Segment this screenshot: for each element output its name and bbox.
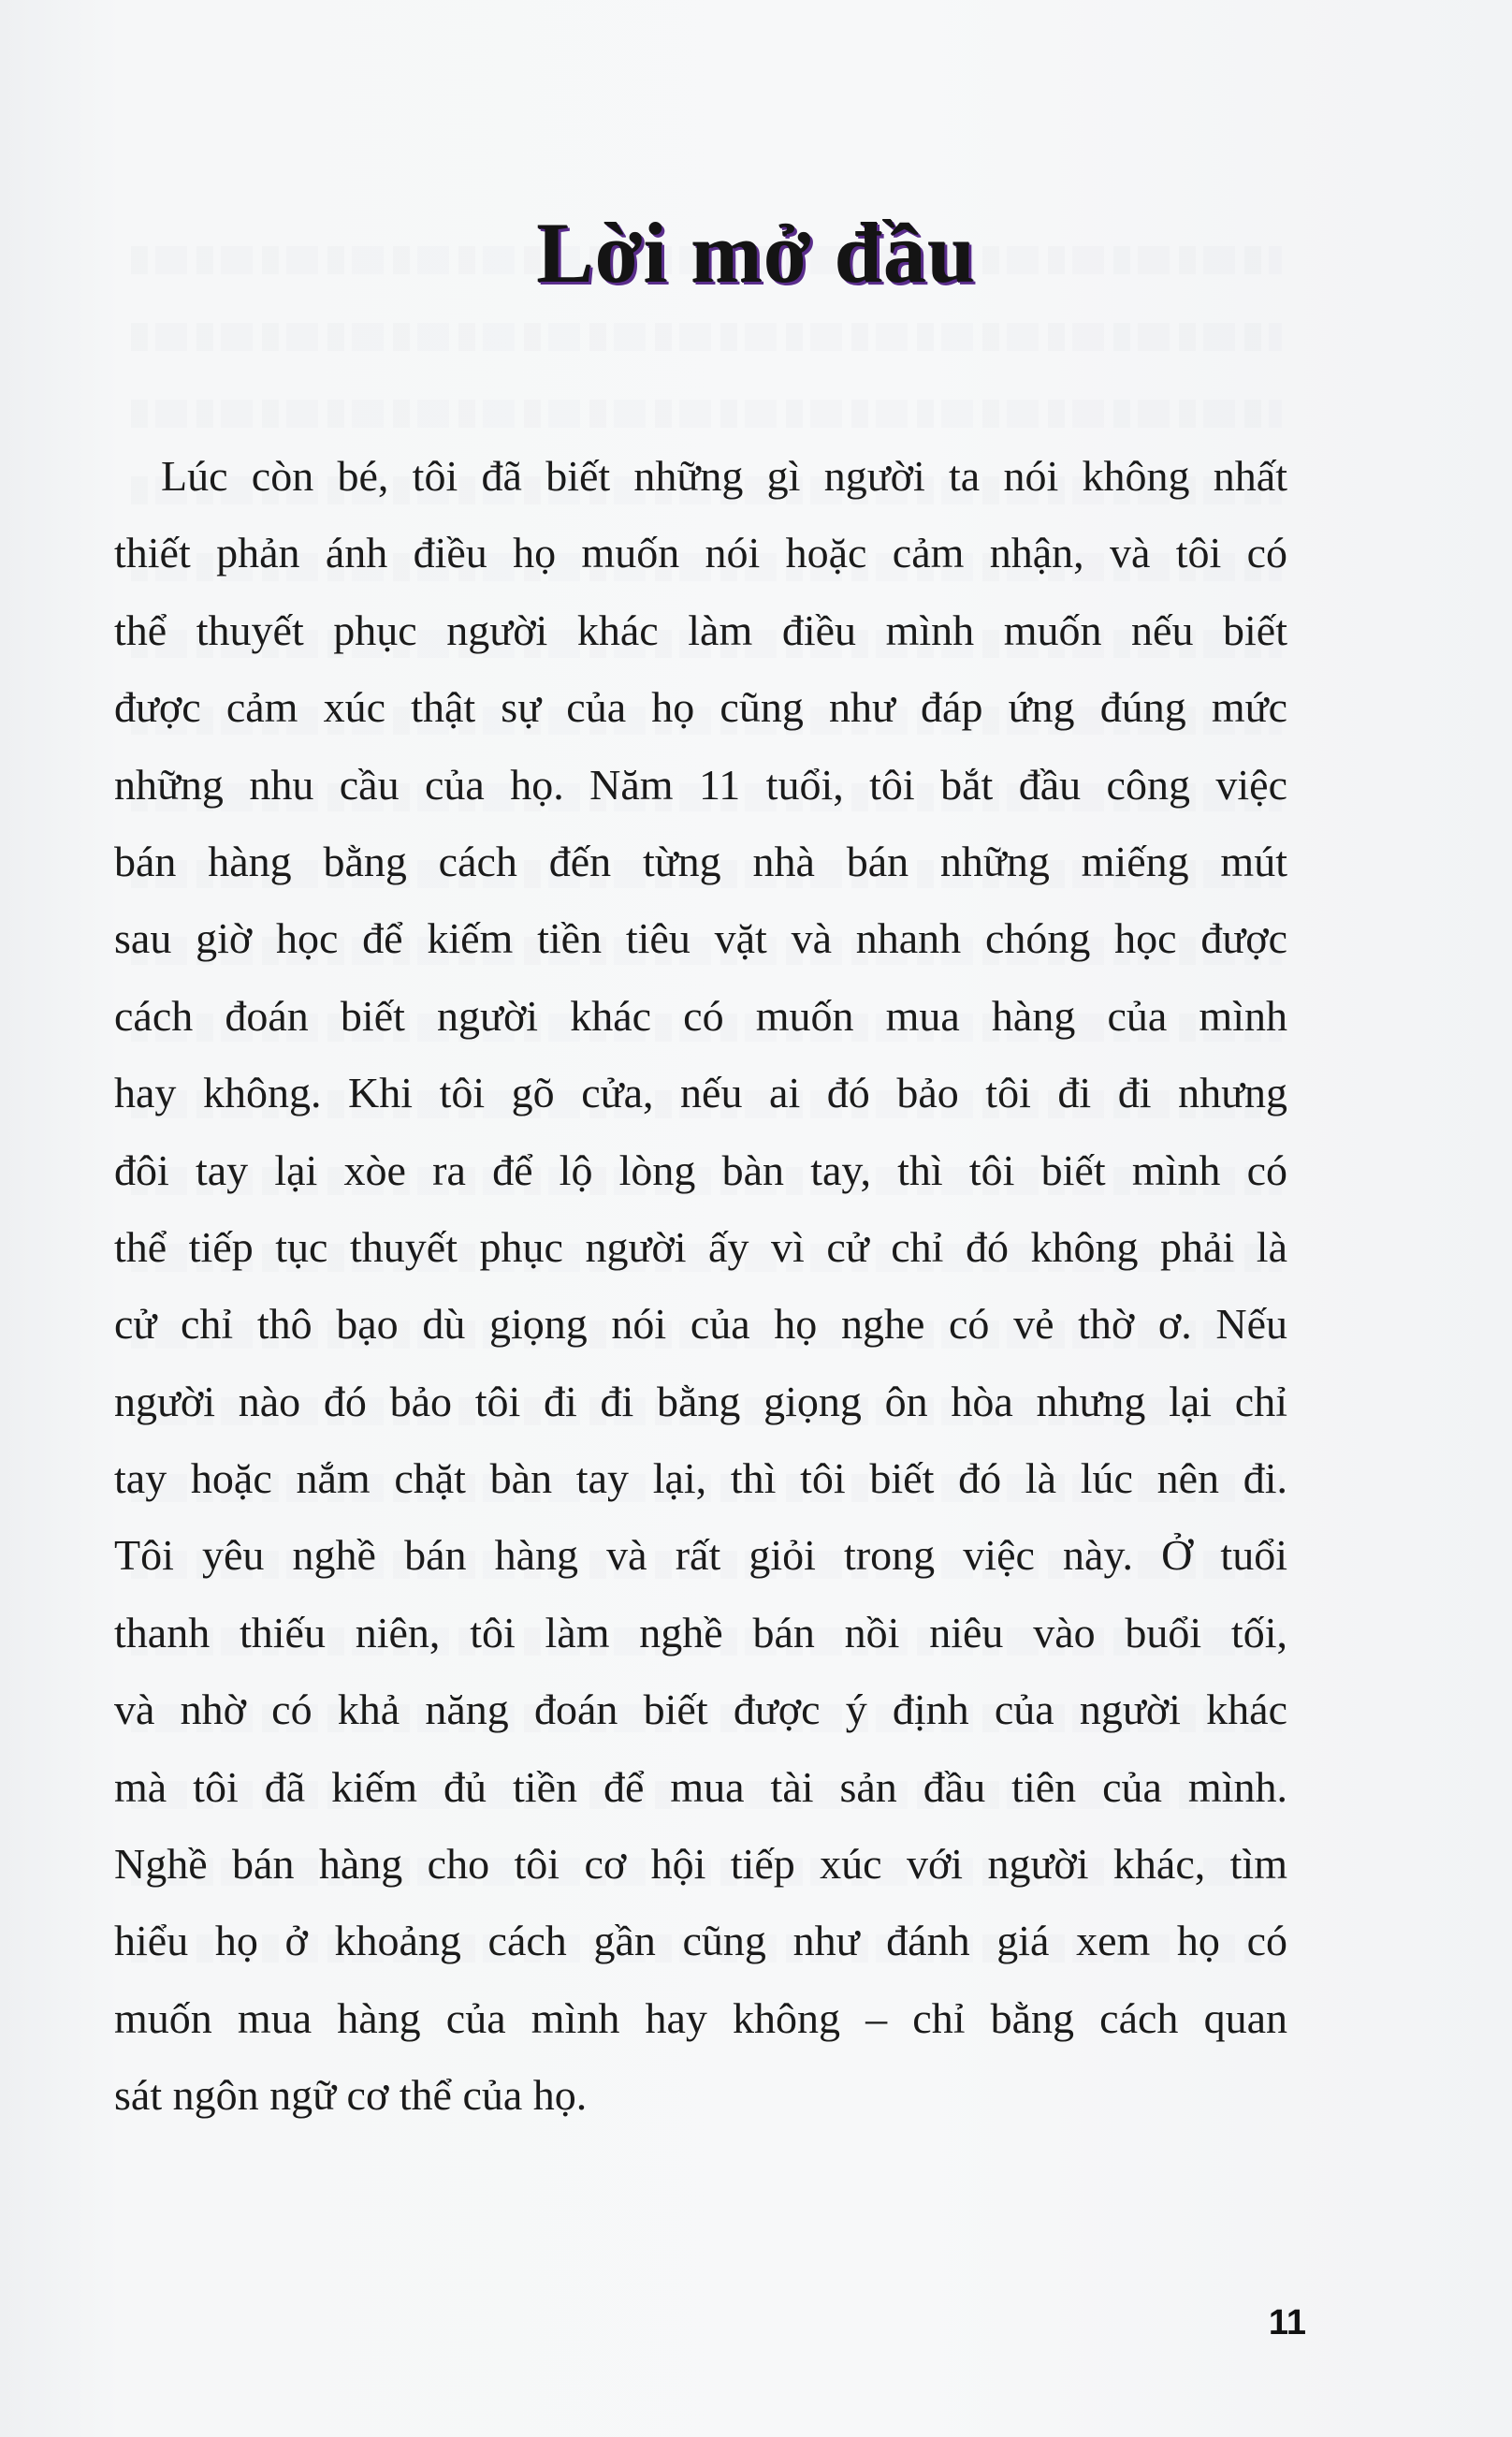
text-line: muốn mua hàng của mình hay không – chỉ bằng cách quan bbox=[114, 1993, 1287, 2042]
text-line: người nào đó bảo tôi đi đi bằng giọng ôn hòa nhưng lại chỉ bbox=[114, 1377, 1287, 1425]
text-line: bán hàng bằng cách đến từng nhà bán những miếng mút bbox=[114, 837, 1287, 885]
text-line: cử chỉ thô bạo dù giọng nói của họ nghe có vẻ thờ ơ. Nếu bbox=[114, 1300, 1287, 1349]
page-number: 11 bbox=[1268, 2303, 1306, 2342]
text-line: sát ngôn ngữ cơ thể của họ. bbox=[114, 2071, 588, 2120]
text-line: sau giờ học để kiếm tiền tiêu vặt và nhanh chóng học được bbox=[114, 914, 1287, 963]
text-line: hay không. Khi tôi gõ cửa, nếu ai đó bảo tôi đi đi nhưng bbox=[114, 1069, 1287, 1117]
text-line: thiết phản ánh điều họ muốn nói hoặc cảm nhận, và tôi có bbox=[114, 529, 1287, 577]
text-line: mà tôi đã kiếm đủ tiền để mua tài sản đầu tiên của mình. bbox=[114, 1762, 1287, 1811]
text-line: Tôi yêu nghề bán hàng và rất giỏi trong việc này. Ở tuổi bbox=[114, 1531, 1287, 1580]
text-line: cách đoán biết người khác có muốn mua hàng của mình bbox=[114, 991, 1287, 1040]
text-line: và nhờ có khả năng đoán biết được ý định của người khác bbox=[114, 1685, 1287, 1734]
text-line: tay hoặc nắm chặt bàn tay lại, thì tôi biết đó là lúc nên đi. bbox=[114, 1454, 1287, 1503]
text-line: những nhu cầu của họ. Năm 11 tuổi, tôi bắt đầu công việc bbox=[114, 760, 1287, 809]
chapter-title: Lời mở đầu bbox=[536, 205, 976, 300]
text-line: thanh thiếu niên, tôi làm nghề bán nồi niêu vào buổi tối, bbox=[114, 1608, 1287, 1656]
body-paragraph bbox=[114, 438, 1287, 2135]
text-line: Lúc còn bé, tôi đã biết những gì người ta nói không nhất bbox=[161, 452, 1287, 500]
text-line: hiểu họ ở khoảng cách gần cũng như đánh giá xem họ có bbox=[114, 1917, 1287, 1965]
text-line: thể thuyết phục người khác làm điều mình muốn nếu biết bbox=[114, 606, 1287, 654]
text-line: Nghề bán hàng cho tôi cơ hội tiếp xúc với người khác, tìm bbox=[114, 1840, 1287, 1889]
text-line: thể tiếp tục thuyết phục người ấy vì cử chỉ đó không phải là bbox=[114, 1222, 1287, 1271]
text-line: đôi tay lại xòe ra để lộ lòng bàn tay, thì tôi biết mình có bbox=[114, 1146, 1287, 1194]
text-line: được cảm xúc thật sự của họ cũng như đáp ứng đúng mức bbox=[114, 683, 1287, 732]
